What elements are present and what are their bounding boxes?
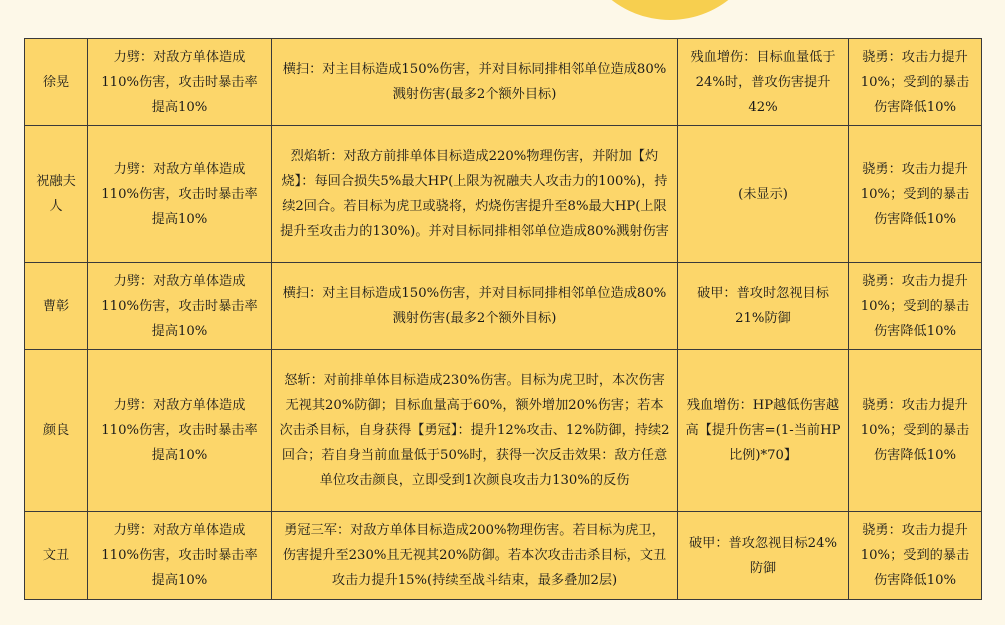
table-row (25, 263, 982, 350)
normal-attack-cell: 力劈：对敌方单体造成110%伤害，攻击时暴击率提高10% (88, 39, 272, 126)
passive-cell: 骁勇：攻击力提升10%；受到的暴击伤害降低10% (849, 350, 982, 512)
general-name: 徐晃 (25, 39, 88, 126)
skill-cell: 横扫：对主目标造成150%伤害，并对目标同排相邻单位造成80%溅射伤害(最多2个额外目标) (272, 39, 678, 126)
normal-attack-cell: 力劈：对敌方单体造成110%伤害，攻击时暴击率提高10% (88, 350, 272, 512)
trait-cell: (未显示) (678, 126, 849, 263)
decorative-circle (575, 0, 765, 20)
normal-attack-cell: 力劈：对敌方单体造成110%伤害，攻击时暴击率提高10% (88, 263, 272, 350)
general-skills-table (24, 38, 982, 600)
normal-attack-cell: 力劈：对敌方单体造成110%伤害，攻击时暴击率提高10% (88, 126, 272, 263)
general-name: 祝融夫人 (25, 126, 88, 263)
skill-cell: 烈焰斩：对敌方前排单体目标造成220%物理伤害，并附加【灼烧】：每回合损失5%最大HP(上限为祝融夫人攻击力的100%)，持续2回合。若目标为虎卫或骁将，灼烧伤害提升至8%最大HP(上限提升至攻击力的130%)。并对目标同排相邻单位造成80%溅射伤害 (272, 126, 678, 263)
normal-attack-cell: 力劈：对敌方单体造成110%伤害，攻击时暴击率提高10% (88, 512, 272, 600)
table-row (25, 350, 982, 512)
trait-cell: 残血增伤：HP越低伤害越高【提升伤害=(1-当前HP比例)*70】 (678, 350, 849, 512)
general-name: 曹彰 (25, 263, 88, 350)
skill-cell: 横扫：对主目标造成150%伤害，并对目标同排相邻单位造成80%溅射伤害(最多2个额外目标) (272, 263, 678, 350)
skill-cell: 怒斩：对前排单体目标造成230%伤害。目标为虎卫时，本次伤害无视其20%防御；目标血量高于60%，额外增加20%伤害；若本次击杀目标，自身获得【勇冠】：提升12%攻击、12%防御，持续2回合；若自身当前血量低于50%时，获得一次反击效果：敌方任意单位攻击颜良，立即受到1次颜良攻击力130%的反伤 (272, 350, 678, 512)
trait-cell: 破甲：普攻忽视目标24%防御 (678, 512, 849, 600)
trait-cell: 破甲：普攻时忽视目标21%防御 (678, 263, 849, 350)
passive-cell: 骁勇：攻击力提升10%；受到的暴击伤害降低10% (849, 39, 982, 126)
table-row (25, 512, 982, 600)
passive-cell: 骁勇：攻击力提升10%；受到的暴击伤害降低10% (849, 263, 982, 350)
skill-cell: 勇冠三军：对敌方单体目标造成200%物理伤害。若目标为虎卫，伤害提升至230%且无视其20%防御。若本次攻击击杀目标，文丑攻击力提升15%(持续至战斗结束，最多叠加2层) (272, 512, 678, 600)
table-row (25, 39, 982, 126)
general-name: 文丑 (25, 512, 88, 600)
table-row (25, 126, 982, 263)
general-name: 颜良 (25, 350, 88, 512)
passive-cell: 骁勇：攻击力提升10%；受到的暴击伤害降低10% (849, 512, 982, 600)
trait-cell: 残血增伤：目标血量低于24%时，普攻伤害提升42% (678, 39, 849, 126)
passive-cell: 骁勇：攻击力提升10%；受到的暴击伤害降低10% (849, 126, 982, 263)
